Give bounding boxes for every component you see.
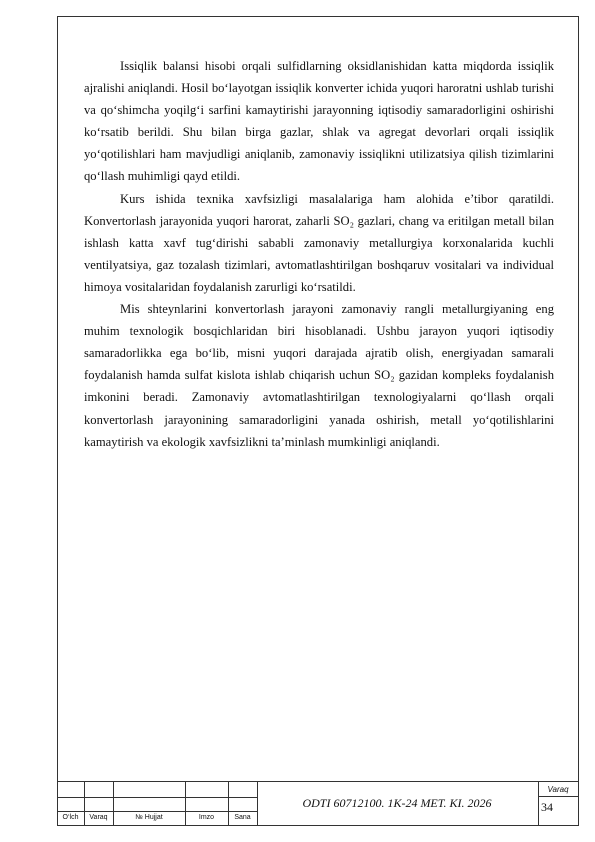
varaq-label: Varaq — [547, 785, 569, 794]
stamp-col-varaq: Varaq — [89, 814, 108, 821]
paragraph-heat-balance: Issiqlik balansi hisobi orqali sulfidlarning oksidlanishidan katta miqdorda issiqlik ajralishi aniqlandi. Hosil bo‘layotgan issiqlik konverter ichida yuqori haroratni ushlab turishi va qo‘shimcha yoqilg‘i sarfini kamaytirishi jarayonning iqtisodiy samaradorligini oshirishi ko‘rsatib berildi. Shu bilan birga gazlar, shlak va agregat devorlari orqali issiqlik yo‘qotilishlari ham mavjudligi aniqlanib, zamonaviy issiqlikni utilizatsiya qilish tizimlarini qo‘llash muhimligi qayd etildi. — [84, 59, 554, 184]
stamp-row-line — [57, 811, 257, 812]
paragraph-safety: Kurs ishida texnika xavfsizligi masalalariga ham alohida e’tibor qaratildi. Konvertorlash jarayonida yuqori harorat, zaharli SO₂ gazlari, chang va eritilgan metall bilan ishlash katta xavf tug‘dirishi sababli zamonaviy metallurgiya korxonalarida kuchli ventilyatsiya, gaz tozalash tizimlari, avtomatlashtirilgan boshqaruv vositalari va individual himoya vositalaridan foydalanish zarurligi ko‘rsatildi. — [84, 191, 554, 294]
stamp-col-olch: O‘lch — [62, 814, 79, 821]
stamp-col-hujjat: № Hujjat — [135, 814, 163, 821]
body-text — [84, 55, 554, 453]
stamp-row-line — [538, 796, 579, 797]
page-number: 34 — [541, 800, 553, 814]
stamp-col-imzo: Imzo — [198, 814, 215, 821]
stamp-row-line — [57, 797, 257, 798]
stamp-col-sana: Sana — [234, 814, 251, 821]
document-code: ODTI 60712100. 1K-24 MET. KI. 2026 — [302, 796, 492, 810]
title-block — [57, 781, 579, 826]
paragraph-conclusion: Mis shteynlarini konvertorlash jarayoni zamonaviy rangli metallurgiyaning eng muhim texnologik bosqichlaridan biri hisoblanadi. Ushbu jarayon yuqori iqtisodiy samaradorlikka ega bo‘lib, misni yuqori darajada ajratib olish, energiyadan samarali foydalanish hamda sulfat kislota ishlab chiqarish uchun SO₂ gazidan kompleks foydalanish imkonini beradi. Zamonaviy avtomatlashtirilgan texnologiyalarni qo‘llash orqali konvertorlash jarayonining samaradorligini yanada oshirish, metall yo‘qotilishlarini kamaytirish va ekologik xavfsizlikni ta’minlash mumkinligi aniqlandi. — [84, 302, 554, 449]
